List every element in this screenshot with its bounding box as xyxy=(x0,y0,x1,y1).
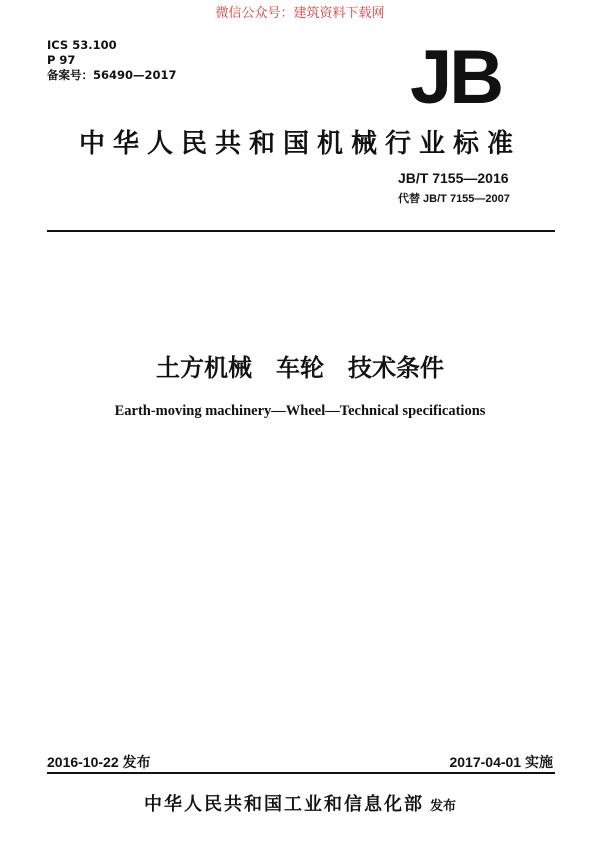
implementation-date: 2017-04-01 实施 xyxy=(449,754,553,770)
record-number: 备案号：56490—2017 xyxy=(47,68,177,82)
replaces-standard: 代替 JB/T 7155—2007 xyxy=(398,193,510,205)
publisher-line xyxy=(0,790,600,816)
bottom-divider xyxy=(47,772,555,774)
publisher-suffix: 发布 xyxy=(429,799,456,814)
watermark-text: 微信公众号：建筑资料下载网 xyxy=(215,6,385,21)
document-title-en: Earth-moving machinery—Wheel—Technical specifications xyxy=(114,403,486,419)
issue-date: 2016-10-22 发布 xyxy=(47,754,151,770)
publisher-name: 中华人民共和国工业和信息化部 xyxy=(143,794,424,815)
document-title-cn: 土方机械 车轮 技术条件 xyxy=(156,354,444,382)
p-code: P 97 xyxy=(47,53,76,67)
jb-logo: JB xyxy=(410,35,502,120)
organization-title: 中华人民共和国机械行业标准 xyxy=(78,129,521,159)
ics-code: ICS 53.100 xyxy=(47,38,117,52)
standard-number: JB/T 7155—2016 xyxy=(398,170,509,186)
top-divider xyxy=(47,230,555,232)
